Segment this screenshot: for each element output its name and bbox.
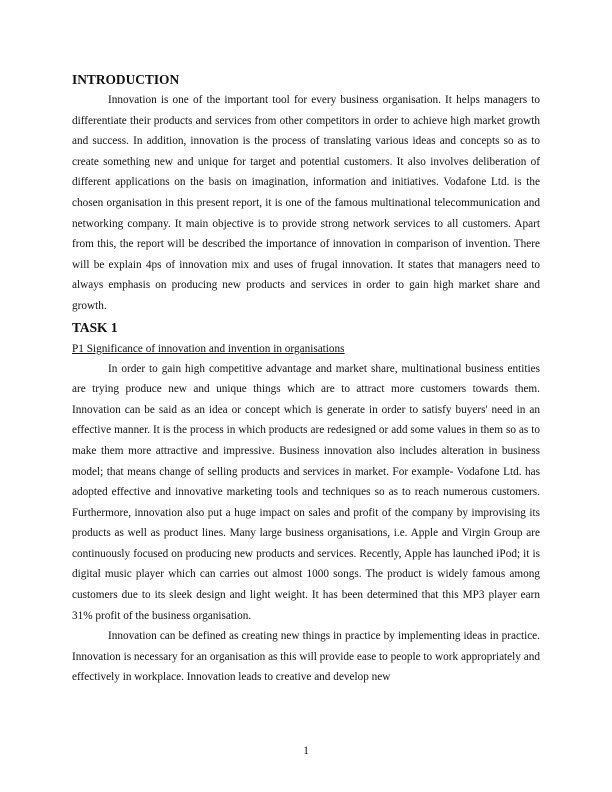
document-page bbox=[72, 72, 540, 688]
task-heading: TASK 1 bbox=[72, 319, 118, 335]
section-subheading: P1 Significance of innovation and invention in organisations bbox=[72, 342, 345, 355]
body-paragraph-2: Innovation can be defined as creating new things in practice by implementing ideas in practice. Innovation is necessary for an organisation as this will provide ease to people to work appropriately and effectively in workplace. Innovation leads to creative and develop new bbox=[72, 630, 540, 684]
introduction-heading: INTRODUCTION bbox=[72, 72, 180, 87]
introduction-paragraph: Innovation is one of the important tool for every business organisation. It helps managers to differentiate their products and services from other competitors in order to achieve high market growth and success. In addition, innovation is the process of translating various ideas and concepts so as to create something new and unique for target and potential customers. It also involves deliberation of different applications on the basis on imagination, information and initiatives. Vodafone Ltd. is the chosen organisation in this present report, it is one of the famous multinational telecommunication and networking company. It main objective is to provide strong network services to all customers. Apart from this, the report will be described the importance of innovation in comparison of invention. There will be explain 4ps of innovation mix and uses of frugal innovation. It states that managers need to always emphasis on producing new products and services in order to gain high market share and growth. bbox=[72, 94, 540, 312]
page-number: 1 bbox=[303, 745, 309, 757]
body-paragraph-1: In order to gain high competitive advantage and market share, multinational business entities are trying produce new and unique things which are to attract more customers towards them. Innovation can be said as an idea or concept which is generate in order to satisfy buyers' need in an effective manner. It is the process in which products are redesigned or add some values in them so as to make them more attractive and impressive. Business innovation also includes alteration in business model; that means change of selling products and services in market. For example- Vodafone Ltd. has adopted effective and innovative marketing tools and techniques so as to reach numerous customers. Furthermore, innovation also put a huge impact on sales and profit of the company by improvising its products as well as product lines. Many large business organisations, i.e. Apple and Virgin Group are continuously focused on producing new products and services. Recently, Apple has launched iPod; it is digital music player which can carries out almost 1000 songs. The product is widely famous among customers due to its sleek design and light weight. It has been determined that this MP3 player earn 31% profit of the business organisation. bbox=[72, 362, 540, 622]
